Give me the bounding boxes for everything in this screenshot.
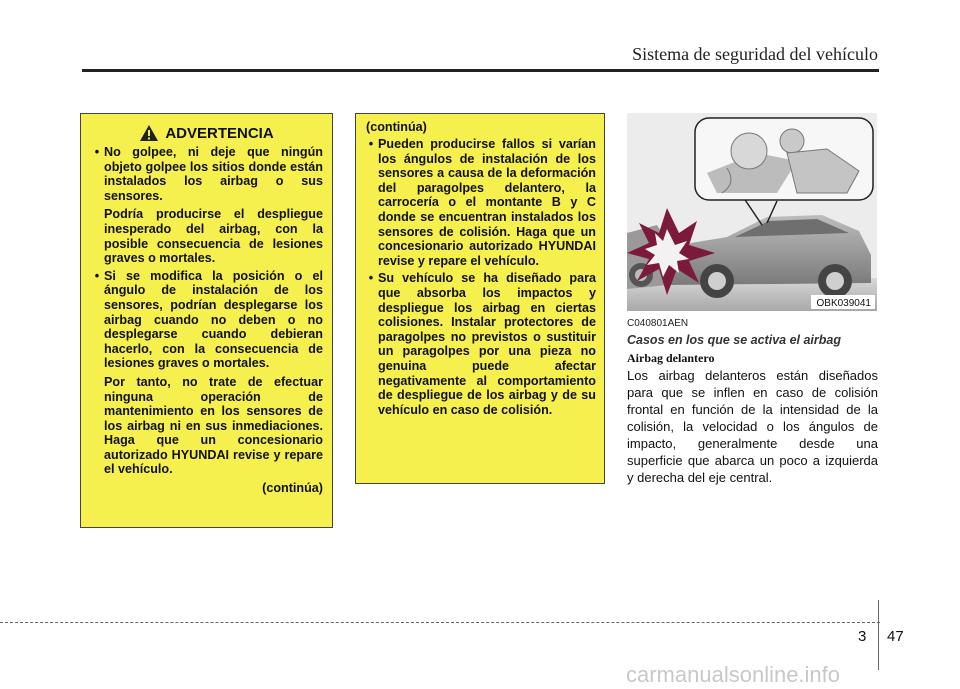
chapter-number: 3 [858,628,867,645]
warning-box [80,113,333,528]
warning-title-text: ADVERTENCIA [165,124,274,142]
warning-bullet: • Su vehículo se ha diseñado para que absorba los impactos y despliegue los airbag en ciertas colisiones. Instalar protectores de paragolpes no previstos o sustituir un paragolpes por una pieza no genuina puede afectar negativamente al comportamiento de despliegue de los airbag y de su vehículo en caso de colisión. [368,271,596,417]
warning-bullet: • Pueden producirse fallos si varían los ángulos de instalación de los sensores a causa de la deformación del paragolpes delantero, la carrocería o el montante B y C donde se encuentran instalados los sensores de colisión. Haga que un concesionario autorizado HYUNDAI revise y repare el vehículo. [368,137,596,268]
warning-bullet-text: Su vehículo se ha diseñado para que absorba los impactos y despliegue los airbag en ciertas colisiones. Instalar protectores de paragolpes no previstos o sustituir un paragolpes por una pieza no genuina puede afectar negativamente al comportamiento de despliegue de los airbag y de su vehículo en caso de colisión. [378,271,596,417]
section-body: Los airbag delanteros están diseñados para que se inflen en caso de colisión frontal en función de la intensidad de la colisión, la velocidad o los ángulos de impacto, generalmente desde una superficie que abarca un poco a izquierda y derecha del eje central. [627,368,878,485]
warning-triangle-icon [139,124,159,142]
section-subheading: Airbag delantero [627,351,715,365]
warning-box-continued [355,113,605,484]
warning-bullet-text: Pueden producirse fallos si varían los ángulos de instalación de los sensores a causa de la deformación del paragolpes delantero, la carrocería o el montante B y C donde se encuentran instalados los sensores de colisión. Haga que un concesionario autorizado HYUNDAI revise y repare el vehículo. [378,137,596,268]
continued-label: (continúa) [366,120,427,134]
watermark: carmanualsonline.info [626,662,841,687]
airbag-collision-illustration [627,113,877,311]
header-rule [82,69,879,72]
illustration-label: OBK039041 [816,298,871,309]
page-header-title: Sistema de seguridad del vehículo [632,44,878,64]
warning-bullet: • No golpee, ni deje que ningún objeto golpee los sitios donde están instalados los airbag o sus sensores. [94,145,323,203]
warning-bullet-text: No golpee, ni deje que ningún objeto golpee los sitios donde están instalados los airbag o sus sensores. [104,145,323,203]
section-code: C040801AEN [627,318,689,329]
footer-divider [878,600,879,670]
warning-paragraph: Podría producirse el despliegue inesperado del airbag, con la posible consecuencia de lesiones graves o mortales. [104,207,323,266]
warning-bullet-text: Si se modifica la posición o el ángulo de instalación de los sensores, podrían desplegarse los airbag cuando no deben o no desplegarse cuando debieran hacerlo, con la consecuencia de lesiones graves o mortales. [104,268,323,371]
section-heading: Casos en los que se activa el airbag [627,333,841,347]
warning-bullet: • Si se modifica la posición o el ángulo de instalación de los sensores, podrían desplegarse los airbag cuando no deben o no desplegarse cuando debieran hacerlo, con la consecuencia de lesiones graves o mortales. [94,268,323,371]
warning-title [90,124,323,142]
continue-label: (continúa) [262,481,323,496]
footer-rule [0,622,880,623]
warning-paragraph: Por tanto, no trate de efectuar ninguna operación de mantenimiento en los sensores de los airbag ni en sus inmediaciones. Haga que un concesionario autorizado HYUNDAI revise y repare el vehículo. [104,374,323,477]
page-number: 47 [887,628,904,645]
car-crash-icon [627,113,877,311]
